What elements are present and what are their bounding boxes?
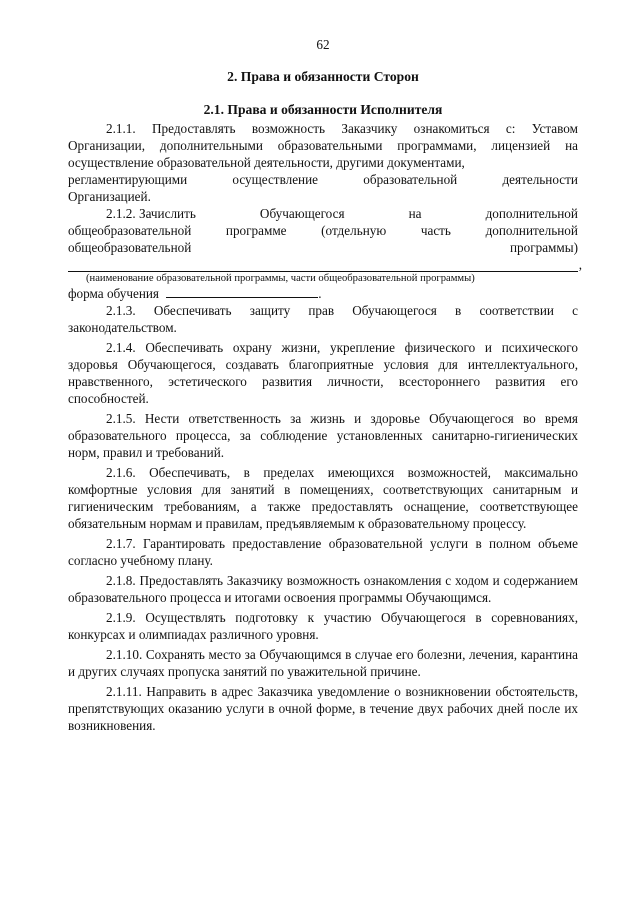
clause-2-1-1-tail: Организацией.	[68, 189, 151, 204]
form-of-study-blank	[166, 285, 318, 298]
clause-2-1-6: 2.1.6. Обеспечивать, в пределах имеющихся возможностей, максимально комфортные условия для занятий в помещениях, соответствующих санитарным и гигиеническим требованиям, а также предоставлять оснащение, соответствующее обязательным нормам и правилам, предъявляемым к образовательному процессу.	[68, 465, 578, 531]
clause-2-1-2-line-3	[68, 239, 578, 256]
clause-2-1-5: 2.1.5. Нести ответственность за жизнь и здоровье Обучающегося во время образовательного процесса, за соблюдение установленных санитарно-гигиенических норм, правил и требований.	[68, 411, 578, 460]
word: часть	[420, 223, 451, 238]
page-number: 62	[316, 37, 330, 52]
clause-2-1-2-line-2	[68, 222, 578, 239]
word: общеобразовательной	[68, 223, 192, 238]
form-of-study-end: .	[318, 286, 322, 301]
word: программе	[225, 223, 287, 238]
clause-2-1-7: 2.1.7. Гарантировать предоставление образовательной услуги в полном объеме согласно учебному плану.	[68, 536, 578, 568]
word: 2.1.2. Зачислить	[106, 206, 196, 221]
trailing-comma: ,	[578, 257, 582, 272]
word: дополнительной	[485, 223, 578, 238]
word: дополнительной	[485, 206, 578, 221]
word: на	[408, 206, 422, 221]
word: Обучающегося	[259, 206, 345, 221]
section-title: 2. Права и обязанности Сторон	[227, 69, 419, 84]
form-of-study-line	[68, 285, 578, 302]
clause-2-1-1-spread-line	[68, 171, 578, 188]
clause-2-1-3: 2.1.3. Обеспечивать защиту прав Обучающегося в соответствии с законодательством.	[68, 303, 578, 335]
clause-2-1-8: 2.1.8. Предоставлять Заказчику возможность ознакомления с ходом и содержанием образовательного процесса и итогами освоения программы Обучающимся.	[68, 573, 578, 605]
program-name-caption: (наименование образовательной программы, части общеобразовательной программы)	[86, 273, 475, 284]
clause-2-1-11: 2.1.11. Направить в адрес Заказчика уведомление о возникновении обстоятельств, препятствующих оказанию услуги в очной форме, в течение двух рабочих дней после их возникновения.	[68, 684, 578, 733]
word: осуществление	[232, 172, 319, 187]
word: образовательной	[363, 172, 458, 187]
clause-2-1-1-text: 2.1.1. Предоставлять возможность Заказчику ознакомиться с: Уставом Организации, дополнительными образовательными программами, лицензией на осуществление образовательной деятельности, другими документами,	[68, 121, 578, 170]
word: программы)	[509, 240, 578, 255]
word: регламентирующими	[68, 172, 188, 187]
clause-2-1-10: 2.1.10. Сохранять место за Обучающимся в случае его болезни, лечения, карантина и других случаях пропуска занятий по уважительной причине.	[68, 647, 578, 679]
word: деятельности	[502, 172, 578, 187]
clause-2-1-2-line-1	[68, 205, 578, 222]
clause-2-1-2	[68, 205, 582, 302]
program-name-blank-line	[68, 256, 582, 272]
form-of-study-label: форма обучения	[68, 286, 159, 301]
clause-2-1-4: 2.1.4. Обеспечивать охрану жизни, укрепление физического и психического здоровья Обучающегося, создавать благоприятные условия для интеллектуального, нравственного, эстетического развития личности, всестороннего развития его способностей.	[68, 340, 578, 406]
document-body	[68, 120, 582, 734]
word: (отдельную	[321, 223, 387, 238]
clause-2-1-9: 2.1.9. Осуществлять подготовку к участию Обучающегося в соревнованиях, конкурсах и олимпиадах различного уровня.	[68, 610, 578, 642]
word: общеобразовательной	[68, 240, 192, 255]
subsection-title: 2.1. Права и обязанности Исполнителя	[203, 102, 443, 117]
clause-2-1-1	[68, 120, 578, 205]
